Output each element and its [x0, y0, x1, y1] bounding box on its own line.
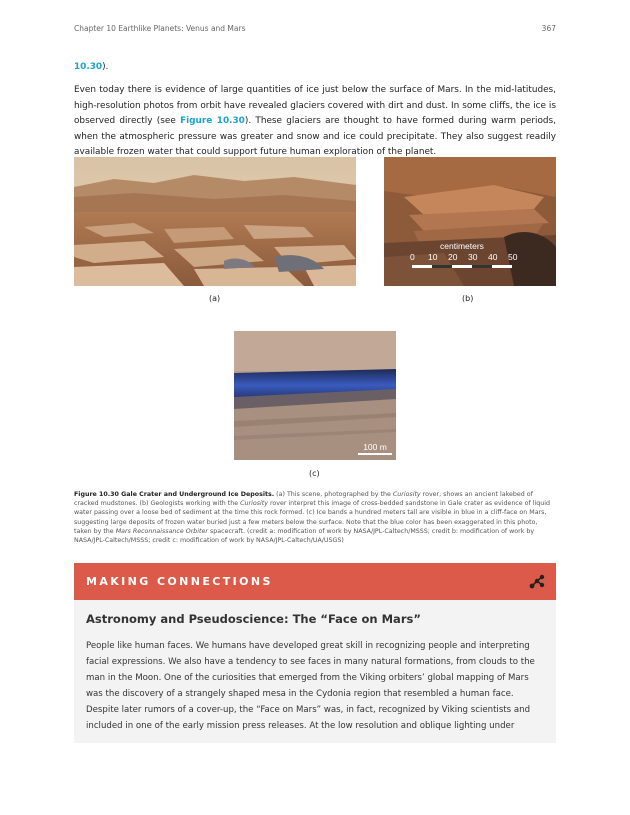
making-connections-title: MAKING CONNECTIONS	[86, 575, 273, 588]
scale-bar-b	[410, 241, 520, 271]
scale-label-c: 100 m	[363, 442, 387, 452]
figure-image-b	[384, 157, 556, 286]
figure-caption: Figure 10.30 Gale Crater and Underground Ice Deposits. (a) This scene, photographed by the Curiosity rover, shows an ancient lakebed of cracked mudstones. (b) Geologists working with the Curiosity rover interpret this image of cross-bedded sandstone in Gale crater as evidence of liquid water passing over a loose bed of sediment at the time this rock formed. (c) Ice bands a hundred meters tall are visible in blue in a cliff-face on Mars, suggesting large deposits of frozen water buried just a few meters below the surface. Note that the blue color has been exaggerated in this photo, taken by the Mars Reconnaissance Orbiter spacecraft. (credit a: modification of work by NASA/JPL-Caltech/MSSS; credit b: modification of work by NASA/JPL-Caltech/MSSS; credit c: modification of work by NASA/JPL-Caltech/UA/USGS)	[74, 491, 550, 545]
scale-unit: centimeters	[440, 241, 484, 251]
scale-bar-c	[358, 442, 392, 455]
figure-image-a	[74, 157, 356, 286]
connection-nodes-icon	[528, 572, 546, 590]
intro-fragment: 10.30).	[74, 62, 109, 72]
page-header	[74, 24, 556, 36]
scale-tick: 40	[488, 252, 498, 262]
caption-title: Figure 10.30 Gale Crater and Underground Ice Deposits.	[74, 491, 275, 498]
scale-tick: 0	[410, 252, 415, 262]
scale-bar-segments	[412, 265, 512, 268]
making-connections-banner	[74, 563, 556, 600]
figure-10-30-link[interactable]: Figure 10.30	[180, 116, 245, 126]
feature-heading: Astronomy and Pseudoscience: The “Face on Mars”	[86, 612, 421, 626]
figure-link[interactable]: 10.30	[74, 62, 103, 72]
label-b: (b)	[462, 294, 474, 303]
scale-tick: 10	[428, 252, 438, 262]
label-a: (a)	[209, 294, 221, 303]
label-c: (c)	[309, 469, 320, 478]
page-number: 367	[541, 24, 556, 33]
scale-tick: 50	[508, 252, 518, 262]
making-connections-box	[74, 600, 556, 743]
feature-text: People like human faces. We humans have developed great skill in recognizing people and interpreting facial expressions. We also have a tendency to see faces in many natural formations, from clouds to the man in the Moon. One of the curiosities that emerged from the Viking orbiters’ global mapping of Mars was the discovery of a strangely shaped mesa in the Cydonia region that resembled a human face. Despite later rumors of a cover-up, the “Face on Mars” was, in fact, recognized by Viking scientists and included in one of the early mission press releases. At the low resolution and oblique lighting under	[86, 641, 535, 731]
figure-image-c	[234, 331, 396, 460]
chapter-title: Chapter 10 Earthlike Planets: Venus and Mars	[74, 24, 246, 33]
scale-tick: 20	[448, 252, 458, 262]
scale-tick: 30	[468, 252, 478, 262]
body-paragraph: Even today there is evidence of large quantities of ice just below the surface of Mars. In the mid-latitudes, high-resolution photos from orbit have revealed glaciers covered with dirt and dust. In some cliffs, the ice is observed directly (see Figure 10.30). These glaciers are thought to have formed during warm periods, when the atmospheric pressure was greater and snow and ice could precipitate. They also suggest readily available frozen water that could support future human exploration of the planet.	[74, 85, 556, 157]
